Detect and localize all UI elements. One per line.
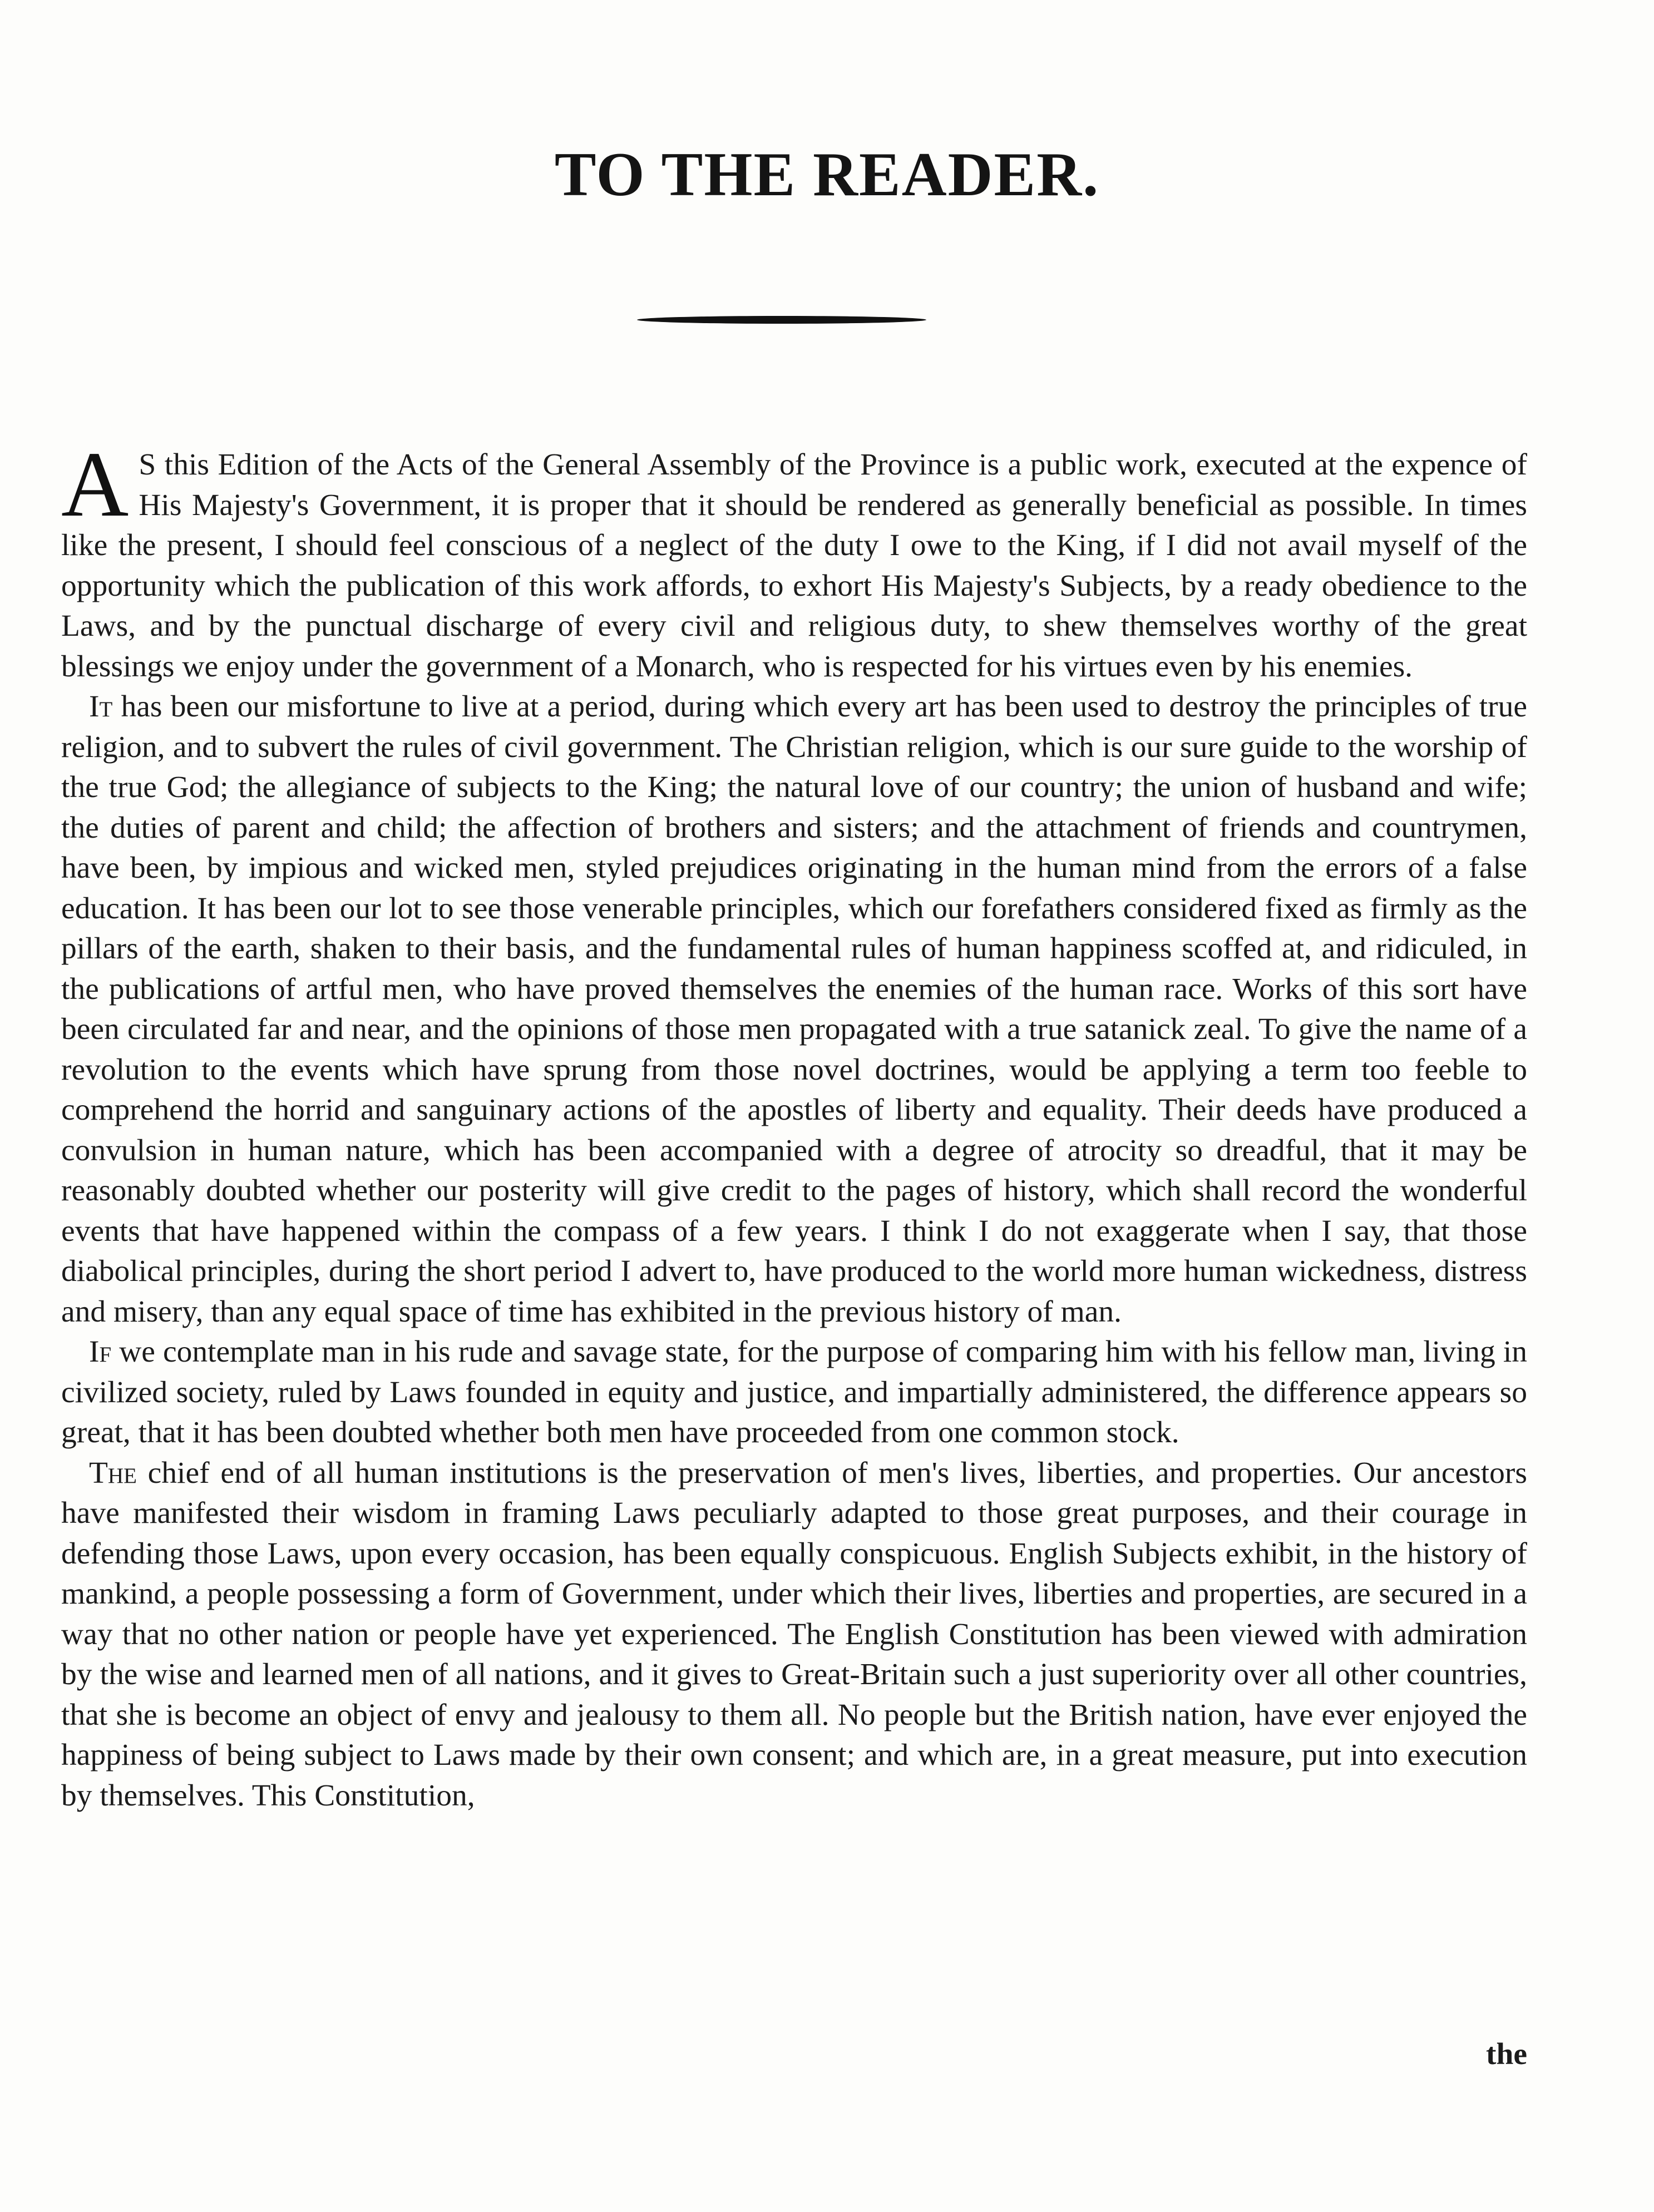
paragraph-text: we contemplate man in his rude and savage state, for the purpose of comparing him with his fellow man, living in civilized society, ruled by Laws founded in equity and justice, and impartially administered, the difference appears so great, that it has been doubted whether both men have proceeded from one common stock. xyxy=(61,1335,1527,1449)
drop-cap: A xyxy=(61,433,129,536)
paragraph-lead: It xyxy=(89,690,113,724)
title-rule xyxy=(637,316,926,324)
paragraph-4 xyxy=(61,1453,1527,1817)
paragraph-3 xyxy=(61,1332,1527,1453)
paragraph-text: chief end of all human institutions is the preservation of men's lives, liberties, and properties. Our ancestors have manifested their wisdom in framing Laws peculiarly adapted to those great purposes, and their courage in defending those Laws, upon every occasion, has been equally conspicuous. English Subjects exhibit, in the history of mankind, a people possessing a form of Government, under which their lives, liberties and properties, are secured in a way that no other nation or people have yet experienced. The English Constitution has been viewed with admiration by the wise and learned men of all nations, and it gives to Great-Britain such a just superiority over all other countries, that she is become an object of envy and jealousy to them all. No people but the British nation, have ever enjoyed the happiness of being subject to Laws made by their own consent; and which are, in a great measure, put into execution by themselves. This Constitution, xyxy=(61,1456,1527,1813)
paragraph-lead: If xyxy=(89,1335,112,1369)
paragraph-lead: The xyxy=(89,1456,137,1490)
paragraph-text: has been our misfortune to live at a period, during which every art has been used to destroy the principles of true religion, and to subvert the rules of civil government. The Christian religion, which is our sure guide to the worship of the true God; the allegiance of subjects to the King; the natural love of our country; the union of husband and wife; the duties of parent and child; the affection of brothers and sisters; and the attachment of friends and countrymen, have been, by impious and wicked men, styled prejudices originating in the human mind from the errors of a false education. It has been our lot to see those venerable principles, which our forefathers considered fixed as firmly as the pillars of the earth, shaken to their basis, and the fundamental rules of human happiness scoffed at, and ridiculed, in the publications of artful men, who have proved themselves the enemies of the human race. Works of this sort have been circulated far and near, and the opinions of those men propagated with a true satanick zeal. To give the name of a revolution to the events which have sprung from those novel doctrines, would be applying a term too feeble to comprehend the horrid and sanguinary actions of the apostles of liberty and equality. Their deeds have produced a convulsion in human nature, which has been accompanied with a degree of atrocity so dreadful, that it may be reasonably doubted whether our posterity will give credit to the pages of history, which shall record the wonderful events that have happened within the compass of a few years. I think I do not exaggerate when I say, that those diabolical principles, during the short period I advert to, have produced to the world more human wickedness, distress and misery, than any equal space of time has exhibited in the previous history of man. xyxy=(61,690,1527,1329)
paragraph-text: S this Edition of the Acts of the General Assembly of the Province is a public work, executed at the expence of His Majesty's Government, it is proper that it should be rendered as generally beneficial as possible. In times like the present, I should feel conscious of a neglect of the duty I owe to the King, if I did not avail myself of the opportunity which the publication of this work affords, to exhort His Majesty's Subjects, by a ready obedience to the Laws, and by the punctual discharge of every civil and religious duty, to shew themselves worthy of the great blessings we enjoy under the government of a Monarch, who is respected for his virtues even by his enemies. xyxy=(61,448,1527,684)
paragraph-1 xyxy=(61,433,1527,687)
catchword: the xyxy=(1486,2037,1527,2071)
paragraph-2 xyxy=(61,687,1527,1332)
page-title: TO THE READER. xyxy=(554,140,1100,209)
body-text xyxy=(61,433,1527,1816)
